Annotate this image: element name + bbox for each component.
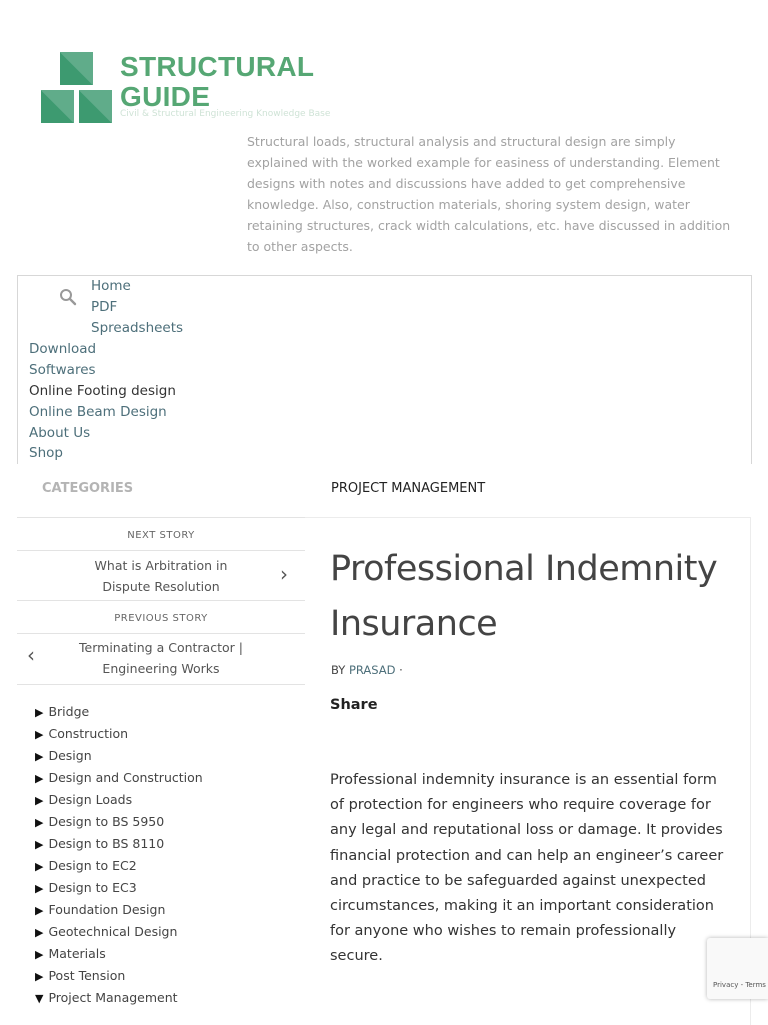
- category-item[interactable]: ▶ Design and Construction: [35, 770, 203, 785]
- categories-heading: CATEGORIES: [42, 481, 134, 496]
- category-item[interactable]: ▶ Foundation Design: [35, 902, 166, 917]
- chevron-left-icon[interactable]: ‹: [27, 643, 35, 667]
- category-item[interactable]: ▶ Geotechnical Design: [35, 924, 178, 939]
- previous-story-label: PREVIOUS STORY: [17, 601, 305, 634]
- category-item[interactable]: ▶ Design: [35, 748, 92, 763]
- share-label[interactable]: Share: [330, 697, 378, 713]
- nav-item-online-beam-design[interactable]: Online Beam Design: [29, 404, 167, 420]
- nav-item-pdf[interactable]: PDF: [91, 299, 118, 315]
- article-title: Professional Indemnity Insurance: [330, 549, 718, 644]
- caret-right-icon: ▶: [35, 728, 44, 741]
- nav-item-softwares[interactable]: Softwares: [29, 362, 96, 378]
- caret-right-icon: ▶: [35, 794, 44, 807]
- next-story-label: NEXT STORY: [17, 518, 305, 551]
- category-item[interactable]: ▶ Post Tension: [35, 968, 126, 983]
- article-byline: [331, 663, 403, 677]
- caret-right-icon: ▶: [35, 904, 44, 917]
- category-item[interactable]: ▶ Design Loads: [35, 792, 133, 807]
- search-icon[interactable]: [59, 288, 77, 306]
- category-item[interactable]: ▼ Project Management: [35, 990, 178, 1005]
- caret-right-icon: ▶: [35, 926, 44, 939]
- recaptcha-badge[interactable]: [707, 938, 768, 999]
- caret-right-icon: ▶: [35, 772, 44, 785]
- caret-right-icon: ▶: [35, 882, 44, 895]
- next-story[interactable]: [17, 517, 305, 600]
- category-item[interactable]: ▶ Construction: [35, 726, 129, 741]
- nav-item-home[interactable]: Home: [91, 278, 131, 294]
- recaptcha-privacy-terms[interactable]: Privacy - Terms: [713, 981, 766, 989]
- main-navigation: [17, 275, 752, 464]
- previous-story-title[interactable]: Terminating a Contractor | Engineering Works: [79, 640, 243, 676]
- nav-item-online-footing-design[interactable]: Online Footing design: [29, 383, 176, 399]
- nav-item-shop[interactable]: Shop: [29, 445, 63, 461]
- category-item[interactable]: ▶ Bridge: [35, 704, 90, 719]
- caret-down-icon: ▼: [35, 992, 44, 1005]
- nav-item-download[interactable]: Download: [29, 341, 97, 357]
- byline-separator: ·: [399, 663, 403, 677]
- caret-right-icon: ▶: [35, 706, 44, 719]
- site-description: Structural loads, structural analysis and structural design are simply explained with the worked example for easiness of understanding. Element designs with notes and discussions have added to get comprehensive knowledge. Also, construction materials, shoring system design, water retaining structures, crack width calculations, etc. have discussed in addition to other aspects.: [247, 134, 731, 254]
- caret-right-icon: ▶: [35, 860, 44, 873]
- categories-list: [35, 701, 203, 1009]
- category-item[interactable]: ▶ Design to EC2: [35, 858, 137, 873]
- caret-right-icon: ▶: [35, 750, 44, 763]
- chevron-right-icon[interactable]: ›: [280, 562, 288, 586]
- category-item[interactable]: ▶ Design to EC3: [35, 880, 137, 895]
- caret-right-icon: ▶: [35, 838, 44, 851]
- nav-item-about-us[interactable]: About Us: [29, 425, 91, 441]
- logo-title: STRUCTURAL GUIDE: [120, 51, 315, 112]
- logo-block-left: [41, 90, 74, 123]
- category-item[interactable]: ▶ Materials: [35, 946, 106, 961]
- logo-tagline: Civil & Structural Engineering Knowledge Base: [120, 109, 331, 119]
- byline-prefix: BY: [331, 663, 346, 677]
- author-link[interactable]: PRASAD: [348, 663, 396, 677]
- nav-item-spreadsheets[interactable]: Spreadsheets: [91, 320, 184, 336]
- category-item[interactable]: ▶ Design to BS 5950: [35, 814, 165, 829]
- site-logo[interactable]: [41, 52, 331, 127]
- logo-block-right: [79, 90, 112, 123]
- category-item[interactable]: ▶ Design to BS 8110: [35, 836, 165, 851]
- logo-block-top: [60, 52, 93, 85]
- previous-story[interactable]: [17, 600, 305, 685]
- post-category[interactable]: PROJECT MANAGEMENT: [331, 481, 486, 496]
- article-body: Professional indemnity insurance is an essential form of protection for engineers who require coverage for any legal and reputational loss or damage. It provides financial protection and can help an engineer’s career and practice to be safeguarded against unexpected circumstances, making it an important consideration for anyone who wishes to remain professionally secure.: [330, 772, 724, 965]
- caret-right-icon: ▶: [35, 970, 44, 983]
- caret-right-icon: ▶: [35, 948, 44, 961]
- next-story-title[interactable]: What is Arbitration in Dispute Resolution: [94, 558, 228, 594]
- caret-right-icon: ▶: [35, 816, 44, 829]
